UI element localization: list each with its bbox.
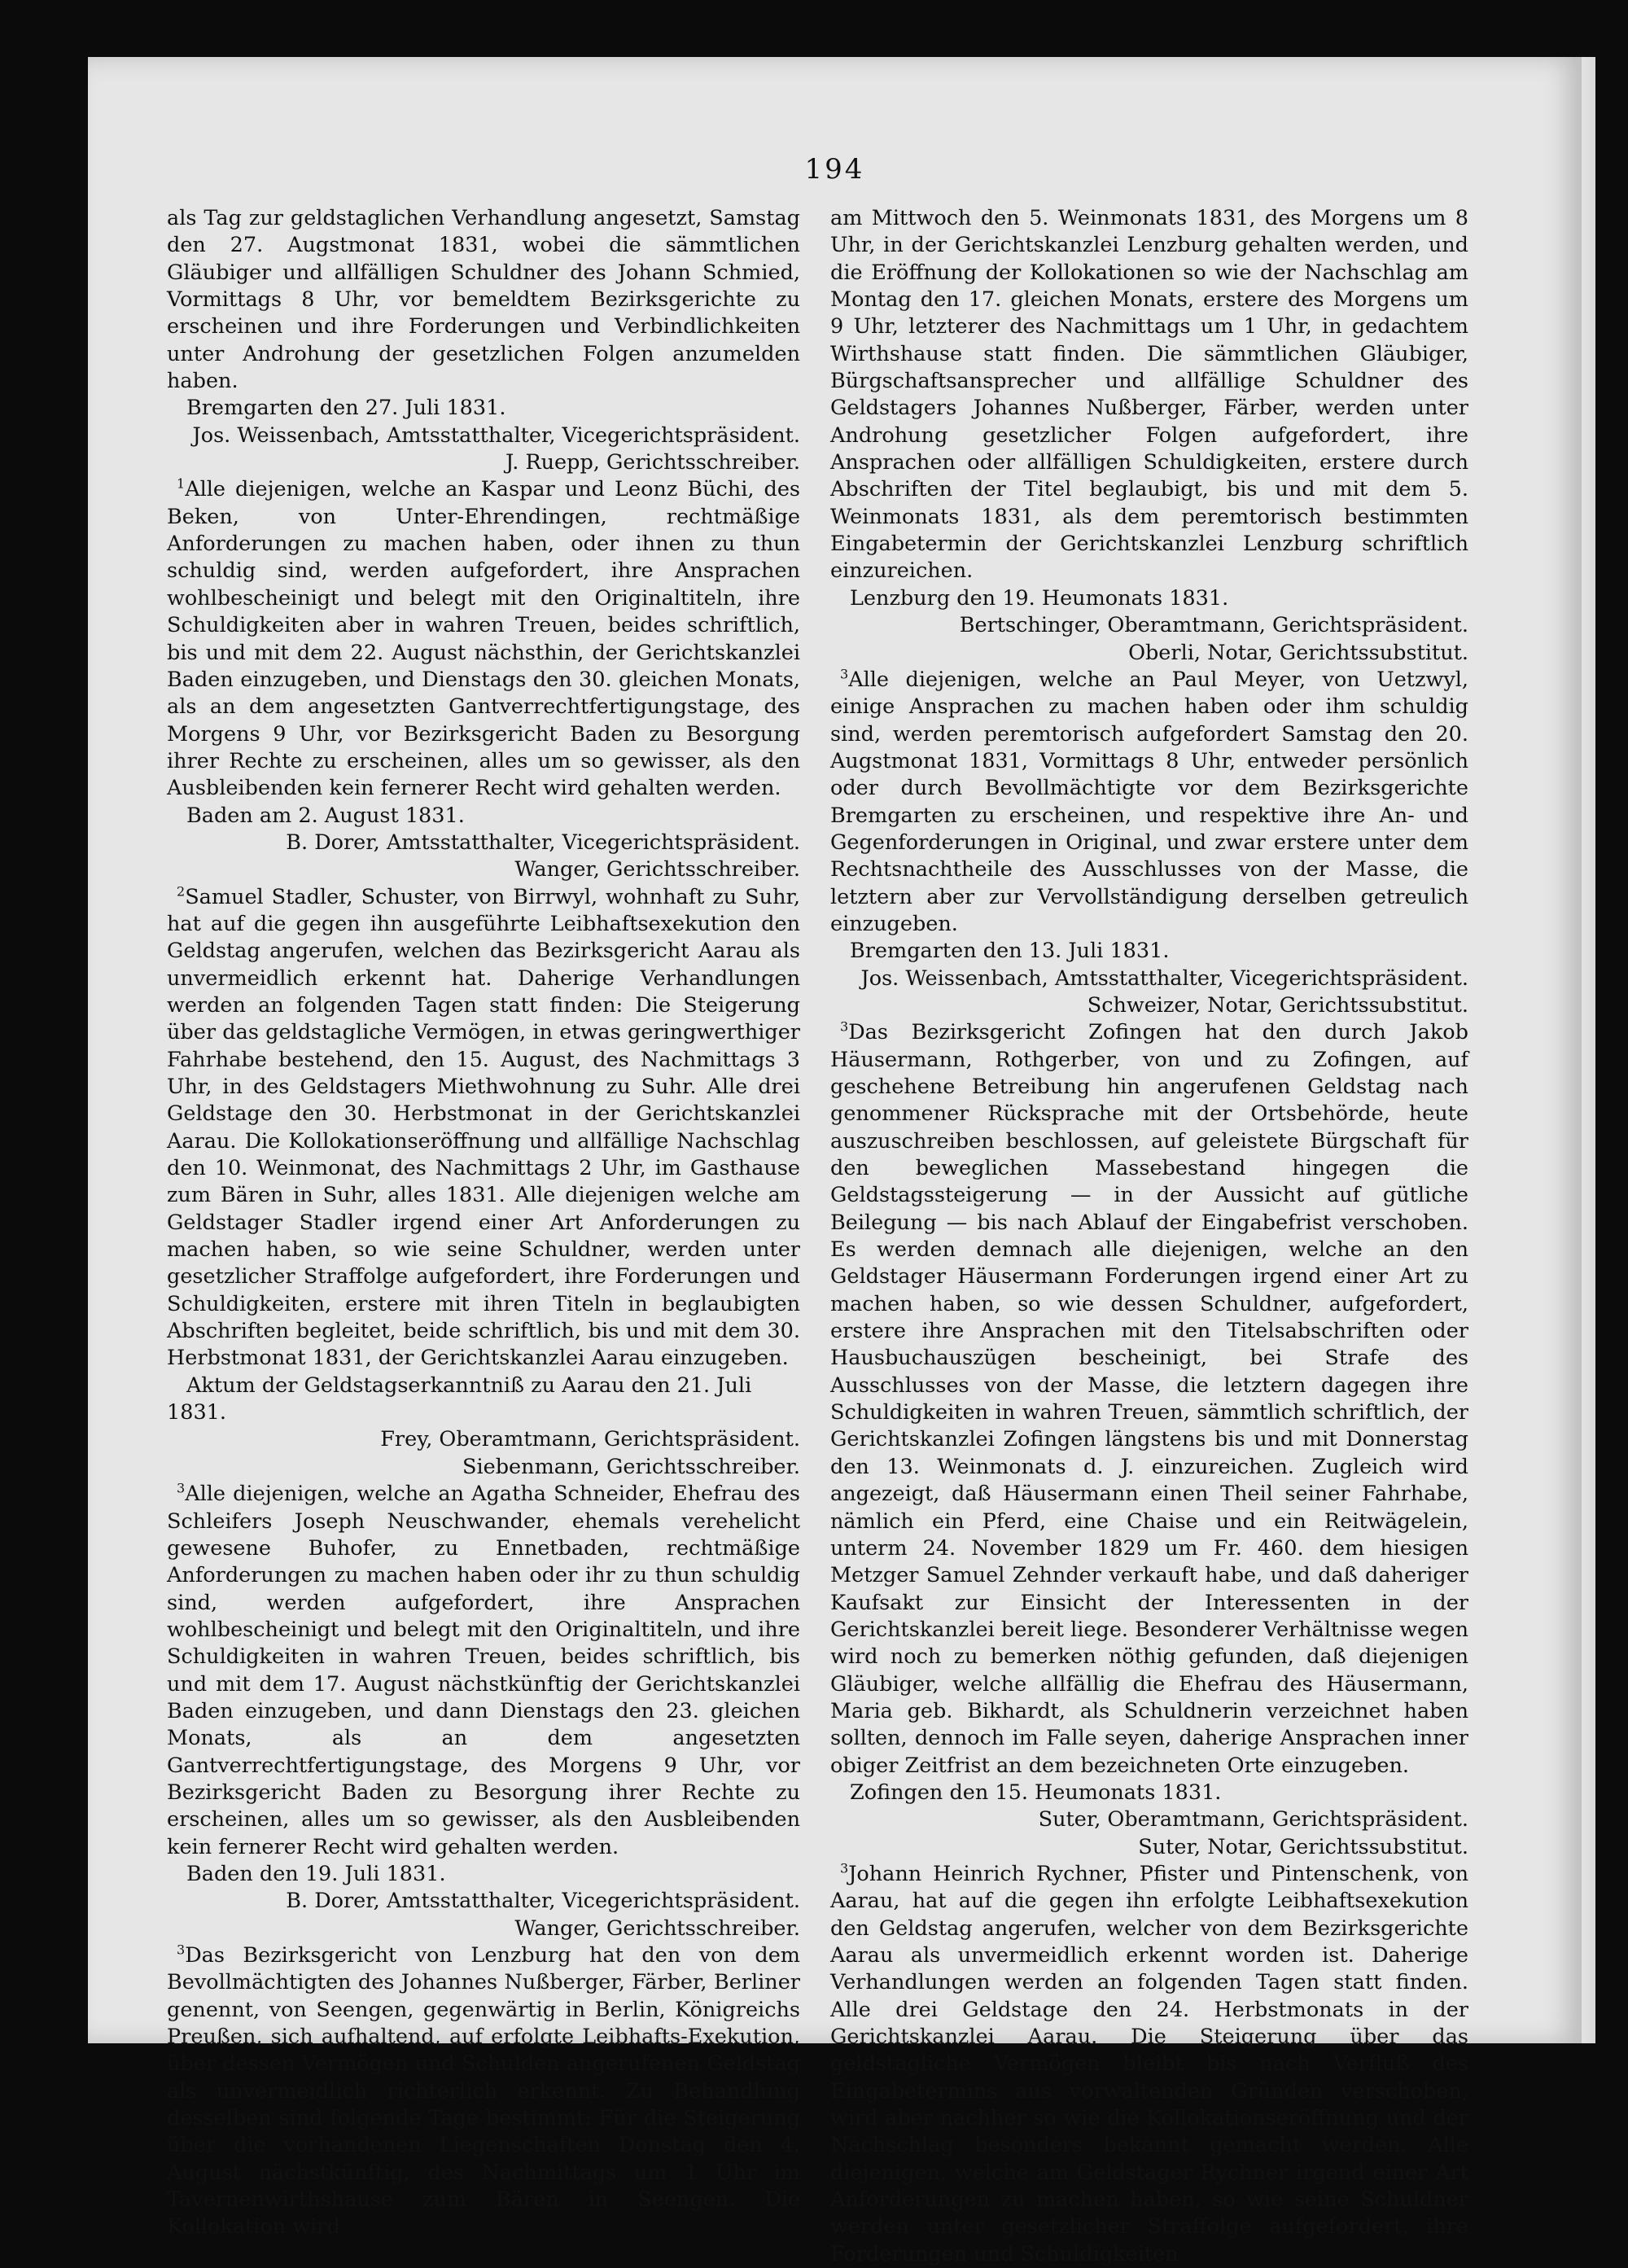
left-column [167, 205, 800, 2241]
notice-paragraph [167, 884, 800, 1373]
notice-signature: B. Dorer, Amtsstatthalter, Vicegerichtspräsident. [286, 830, 800, 855]
notice-mark: 3 [177, 1480, 186, 1496]
notice-text: als Tag zur geldstaglichen Verhandlung angesetzt, Samstag den 27. Augstmonat 1831, wobei die sämmtlichen Gläubiger und allfälligen Schuldner des Johann Schmied, Vormittags 8 Uhr, vor bemeldtem Bezirksgerichte zu erscheinen und ihre Forderungen und Verbindlichkeiten unter Androhung der gesetzlichen Folgen anzumelden haben. [167, 206, 800, 394]
notice-date: Baden den 19. Juli 1831. [186, 1861, 446, 1886]
notice-text: Das Bezirksgericht Zofingen hat den durch Jakob Häusermann, Rothgerber, von und zu Zofingen, auf geschehene Betreibung hin angerufenen Geldstag nach genommener Rücksprache mit der Ortsbehörde, heute auszuschreiben beschlossen, auf geleistete Bürgschaft für den beweglichen Massebestand hingegen die Geldstagssteigerung — in der Aussicht auf gütliche Beilegung — bis nach Ablauf der Eingabefrist verschoben. Es werden demnach alle diejenigen, welche an den Geldstager Häusermann Forderungen irgend einer Art zu machen haben, so wie dessen Schuldner, aufgefordert, erstere ihre Ansprachen mit den Titelsabschriften oder Hausbuchauszügen bescheinigt, bei Strafe des Ausschlusses von der Masse, die letztern dagegen ihre Schuldigkeiten in wahren Treuen, sämmtlich schriftlich, der Gerichtskanzlei Zofingen längstens bis und mit Donnerstag den 13. Weinmonats d. J. einzureichen. Zugleich wird angezeigt, daß Häusermann einen Theil seiner Fahrhabe, nämlich ein Pferd, eine Chaise und ein Reitwägelein, unterm 24. November 1829 um Fr. 460. dem hiesigen Metzger Samuel Zehnder verkauft habe, und daß daheriger Kaufsakt zur Einsicht der Interessenten in der Gerichtskanzlei bereit liege. Besonderer Verhältnisse wegen wird noch zu bemerken nöthig gefunden, daß diejenigen Gläubiger, welche allfällig die Ehefrau des Häusermann, Maria geb. Bikhardt, als Schuldnerin verzeichnet haben sollten, dennoch im Falle seyen, daherige Ansprachen inner obiger Zeitfrist an dem bezeichneten Orte einzugeben. [830, 1020, 1468, 1778]
notice-paragraph [167, 1481, 800, 1861]
notice-mark: 2 [177, 883, 186, 900]
notice-paragraph [830, 1019, 1468, 1780]
notice-date: Zofingen den 15. Heumonats 1831. [850, 1780, 1222, 1805]
notice-mark: 3 [840, 1860, 849, 1876]
notice-mark: 3 [840, 1018, 849, 1035]
notice-mark: 1 [177, 475, 186, 492]
notice-mark: 3 [177, 1942, 186, 1958]
notice-text: Alle diejenigen, welche an Paul Meyer, von Uetzwyl, einige Ansprachen zu machen haben oder ihm schuldig sind, werden peremtorisch aufgefordert Samstag den 20. Augstmonat 1831, Vormittags 8 Uhr, entweder persönlich oder durch Bevollmächtigte vor dem Bezirksgerichte Bremgarten zu erscheinen, und respektive ihre An- und Gegenforderungen in Original, und zwar erstere unter dem Rechtsnachtheile des Ausschlusses von der Masse, die letztern aber zur Vervollständigung derselben getreulich einzugeben. [830, 667, 1468, 936]
notice-paragraph [830, 667, 1468, 938]
notice-text: Johann Heinrich Rychner, Pfister und Pintenschenk, von Aarau, hat auf die gegen ihn erfolgte Leibhaftsexekution den Geldstag angerufen, welcher von dem Bezirksgerichte Aarau als unvermeidlich erkennt worden ist. Daherige Verhandlungen werden an folgenden Tagen statt finden. Alle drei Geldstage den 24. Herbstmonats in der Gerichtskanzlei Aarau. Die Steigerung über das geldstagliche Vermögen bleibt bis nach Verfluß des Eingabetermins aus vorwaltenden Gründen verschoben, wird aber nachher so wie die Kollokationseröffnung und der Nachschlag besonders bekannt gemacht werden. Alle diejenigen, welche am Geldstager Rychner irgend einer Art Anforderungen zu machen haben, so wie seine Schuldner werden unter gesetzlicher Straffolge aufgefordert, ihre Forderungen und Schuldigkeiten [830, 1861, 1468, 2266]
notice-paragraph [167, 205, 800, 395]
notice-paragraph [167, 1942, 800, 2241]
notice-signature: Frey, Oberamtmann, Gerichtspräsident. [380, 1427, 800, 1452]
notice-text: Das Bezirksgericht von Lenzburg hat den von dem Bevollmächtigten des Johannes Nußberger, Färber, Berliner genennt, von Seengen, gegenwärtig in Berlin, Königreichs Preußen, sich aufhaltend, auf erfolgte Leibhafts-Exekution, über dessen Vermögen und Schulden angerufenen Geldstag als unvermeidlich richterlich erkennt. Zu Behandlung desselben sind folgende Tage bestimmt: Für die Steigerung über die vorhandenen Liegenschaften Donstag den 4. August nächstkünftig, des Nachmittags um 1 Uhr im Tavernenwirthshause zum Bären in Seengen. Die Kollokation wird [167, 1943, 800, 2240]
notice-date: Bremgarten den 27. Juli 1831. [186, 396, 506, 421]
notice-paragraph [830, 1861, 1468, 2268]
notice-date: Bremgarten den 13. Juli 1831. [850, 939, 1170, 964]
page-number: 194 [804, 153, 865, 186]
document-page [88, 57, 1582, 2266]
notice-signature: Suter, Oberamtmann, Gerichtspräsident. [1038, 1807, 1468, 1832]
notice-text: am Mittwoch den 5. Weinmonats 1831, des Morgens um 8 Uhr, in der Gerichtskanzlei Lenzburg gehalten werden, und die Eröffnung der Kollokationen so wie der Nachschlag am Montag den 17. gleichen Monats, erstere des Morgens um 9 Uhr, letzterer des Nachmittags um 1 Uhr, in gedachtem Wirthshause statt finden. Die sämmtlichen Gläubiger, Bürgschaftsansprecher und allfällige Schuldner des Geldstagers Johannes Nußberger, Färber, werden unter Androhung gesetzlicher Folgen aufgefordert, ihre Ansprachen oder allfälligen Schuldigkeiten, erstere durch Abschriften der Titel beglaubigt, bis und mit dem 5. Weinmonats 1831, als dem peremtorisch bestimmten Eingabetermin der Gerichtskanzlei Lenzburg schriftlich einzureichen. [830, 206, 1468, 584]
notice-paragraph [167, 476, 800, 802]
notice-signature: Wanger, Gerichtsschreiber. [514, 857, 800, 882]
notice-signature: Jos. Weissenbach, Amtsstatthalter, Vicegerichtspräsident. [192, 423, 800, 448]
notice-text: Samuel Stadler, Schuster, von Birrwyl, wohnhaft zu Suhr, hat auf die gegen ihn ausgeführte Leibhaftsexekution den Geldstag angerufen, welchen das Bezirksgericht Aarau als unvermeidlich erkennt hat. Daherige Verhandlungen werden an folgenden Tagen statt finden: Die Steigerung über das geldstagliche Vermögen, in etwas geringwerthiger Fahrhabe bestehend, den 15. August, des Nachmittags 3 Uhr, in des Geldstagers Miethwohnung zu Suhr. Alle drei Geldstage den 30. Herbstmonat in der Gerichtskanzlei Aarau. Die Kollokationseröffnung und allfällige Nachschlag den 10. Weinmonat, des Nachmittags 2 Uhr, im Gasthause zum Bären in Suhr, alles 1831. Alle diejenigen welche am Geldstager Stadler irgend einer Art Anforderungen zu machen haben, so wie seine Schuldner, werden unter gesetzlicher Straffolge aufgefordert, ihre Forderungen und Schuldigkeiten, erstere mit ihren Titeln in beglaubigten Abschriften begleitet, beide schriftlich, bis und mit dem 30. Herbstmonat 1831, der Gerichtskanzlei Aarau einzugeben. [167, 884, 800, 1371]
notice-date: Baden am 2. August 1831. [186, 803, 465, 828]
right-column [830, 205, 1468, 2268]
notice-signature: Schweizer, Notar, Gerichtssubstitut. [1087, 992, 1468, 1018]
notice-text: Alle diejenigen, welche an Agatha Schneider, Ehefrau des Schleifers Joseph Neuschwander, ehemals verehelicht gewesene Buhofer, zu Ennetbaden, rechtmäßige Anforderungen zu machen haben oder ihr zu thun schuldig sind, werden aufgefordert, ihre Ansprachen wohlbescheinigt und belegt mit den Originaltiteln, und ihre Schuldigkeiten in wahren Treuen, beides schriftlich, bis und mit dem 17. August nächstkünftig der Gerichtskanzlei Baden einzugeben, und dann Dienstags den 23. gleichen Monats, als an dem angesetzten Gantverrechtfertigungstage, des Morgens 9 Uhr, vor Bezirksgericht Baden zu Besorgung ihrer Rechte zu erscheinen, alles um so gewisser, als den Ausbleibenden kein fernerer Recht wird gehalten werden. [167, 1482, 800, 1859]
notice-signature: Siebenmann, Gerichtsschreiber. [462, 1454, 800, 1479]
notice-date: Aktum der Geldstagserkanntniß zu Aarau den 21. Juli 1831. [167, 1373, 752, 1425]
notice-signature: J. Ruepp, Gerichtsschreiber. [505, 450, 800, 475]
notice-date: Lenzburg den 19. Heumonats 1831. [850, 585, 1229, 611]
notice-signature: Bertschinger, Oberamtmann, Gerichtspräsident. [959, 613, 1468, 638]
notice-signature: Oberli, Notar, Gerichtssubstitut. [1128, 640, 1468, 665]
notice-signature: B. Dorer, Amtsstatthalter, Vicegerichtspräsident. [286, 1889, 800, 1914]
notice-signature: Wanger, Gerichtsschreiber. [514, 1916, 800, 1941]
notice-paragraph [830, 205, 1468, 585]
notice-text: Alle diejenigen, welche an Kaspar und Leonz Büchi, des Beken, von Unter-Ehrendingen, rechtmäßige Anforderungen zu machen haben, oder ihnen zu thun schuldig sind, werden aufgefordert, ihre Ansprachen wohlbescheinigt und belegt mit den Originaltiteln, ihre Schuldigkeiten aber in wahren Treuen, beides schriftlich, bis und mit dem 22. August nächsthin, der Gerichtskanzlei Baden einzugeben, und Dienstags den 30. gleichen Monats, als an dem angesetzten Gantverrechtfertigungstage, des Morgens 9 Uhr, vor Bezirksgericht Baden zu Besorgung ihrer Rechte zu erscheinen, alles um so gewisser, als den Ausbleibenden kein fernerer Recht wird gehalten werden. [167, 477, 800, 801]
notice-mark: 3 [840, 666, 849, 682]
notice-signature: Suter, Notar, Gerichtssubstitut. [1138, 1834, 1468, 1859]
notice-signature: Jos. Weissenbach, Amtsstatthalter, Vicegerichtspräsident. [860, 965, 1468, 991]
